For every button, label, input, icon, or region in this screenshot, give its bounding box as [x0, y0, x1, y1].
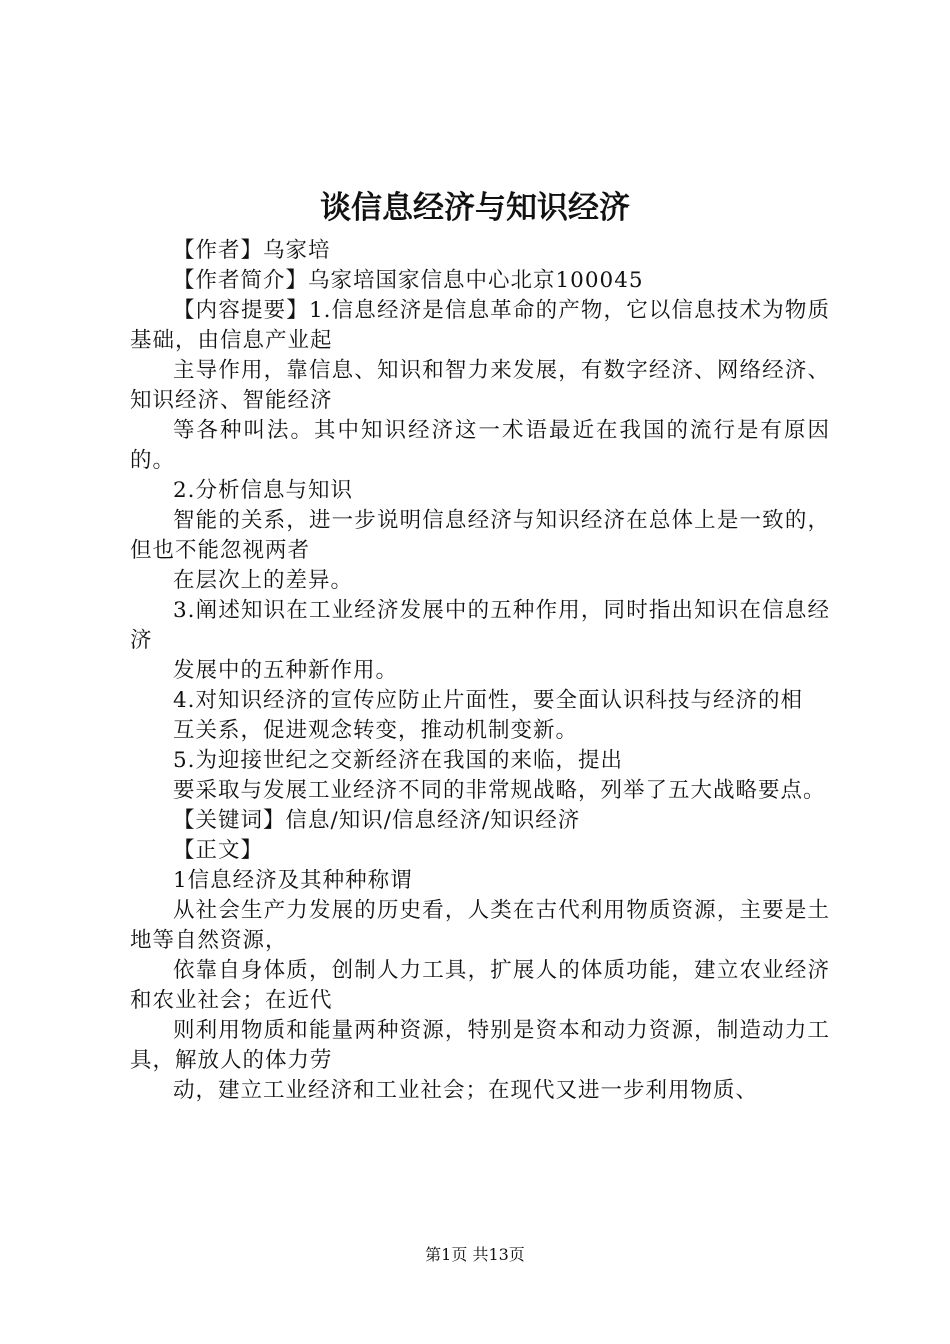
- author-bio-line: 【作者简介】乌家培国家信息中心北京100045: [173, 268, 644, 293]
- document-body: [130, 236, 830, 1106]
- body-paragraph: 依靠自身体质，创制人力工具，扩展人的体质功能，建立农业经济和农业社会；在近代: [130, 958, 830, 1013]
- keywords-line: 【关键词】信息/知识/信息经济/知识经济: [173, 808, 581, 833]
- abstract-paragraph: 3.阐述知识在工业经济发展中的五种作用，同时指出知识在信息经济: [130, 598, 830, 653]
- abstract-paragraph: 【内容提要】1.信息经济是信息革命的产物，它以信息技术为物质基础，由信息产业起: [130, 298, 830, 353]
- page-footer: 第1页 共13页: [425, 1245, 525, 1264]
- main-text-heading: 【正文】: [173, 838, 264, 863]
- abstract-paragraph: 2.分析信息与知识: [173, 478, 354, 503]
- abstract-paragraph: 要采取与发展工业经济不同的非常规战略，列举了五大战略要点。: [173, 778, 826, 803]
- body-paragraph: 动，建立工业经济和工业社会；在现代又进一步利用物质、: [173, 1078, 759, 1103]
- body-paragraph: 从社会生产力发展的历史看，人类在古代利用物质资源，主要是土地等自然资源，: [130, 898, 830, 953]
- abstract-paragraph: 等各种叫法。其中知识经济这一术语最近在我国的流行是有原因的。: [130, 418, 830, 473]
- abstract-paragraph: 在层次上的差异。: [173, 568, 354, 593]
- abstract-paragraph: 5.为迎接世纪之交新经济在我国的来临，提出: [173, 748, 624, 773]
- section-heading: 1信息经济及其种种称谓: [173, 868, 413, 893]
- body-paragraph: 则利用物质和能量两种资源，特别是资本和动力资源，制造动力工具，解放人的体力劳: [130, 1018, 830, 1073]
- abstract-paragraph: 主导作用，靠信息、知识和智力来发展，有数字经济、网络经济、知识经济、智能经济: [130, 358, 830, 413]
- author-line: 【作者】乌家培: [173, 238, 331, 263]
- abstract-paragraph: 4.对知识经济的宣传应防止片面性，要全面认识科技与经济的相: [173, 688, 804, 713]
- abstract-paragraph: 互关系，促进观念转变，推动机制变新。: [173, 718, 579, 743]
- abstract-paragraph: 智能的关系，进一步说明信息经济与知识经济在总体上是一致的，但也不能忽视两者: [130, 508, 830, 563]
- document-title: 谈信息经济与知识经济: [320, 190, 630, 226]
- abstract-paragraph: 发展中的五种新作用。: [173, 658, 399, 683]
